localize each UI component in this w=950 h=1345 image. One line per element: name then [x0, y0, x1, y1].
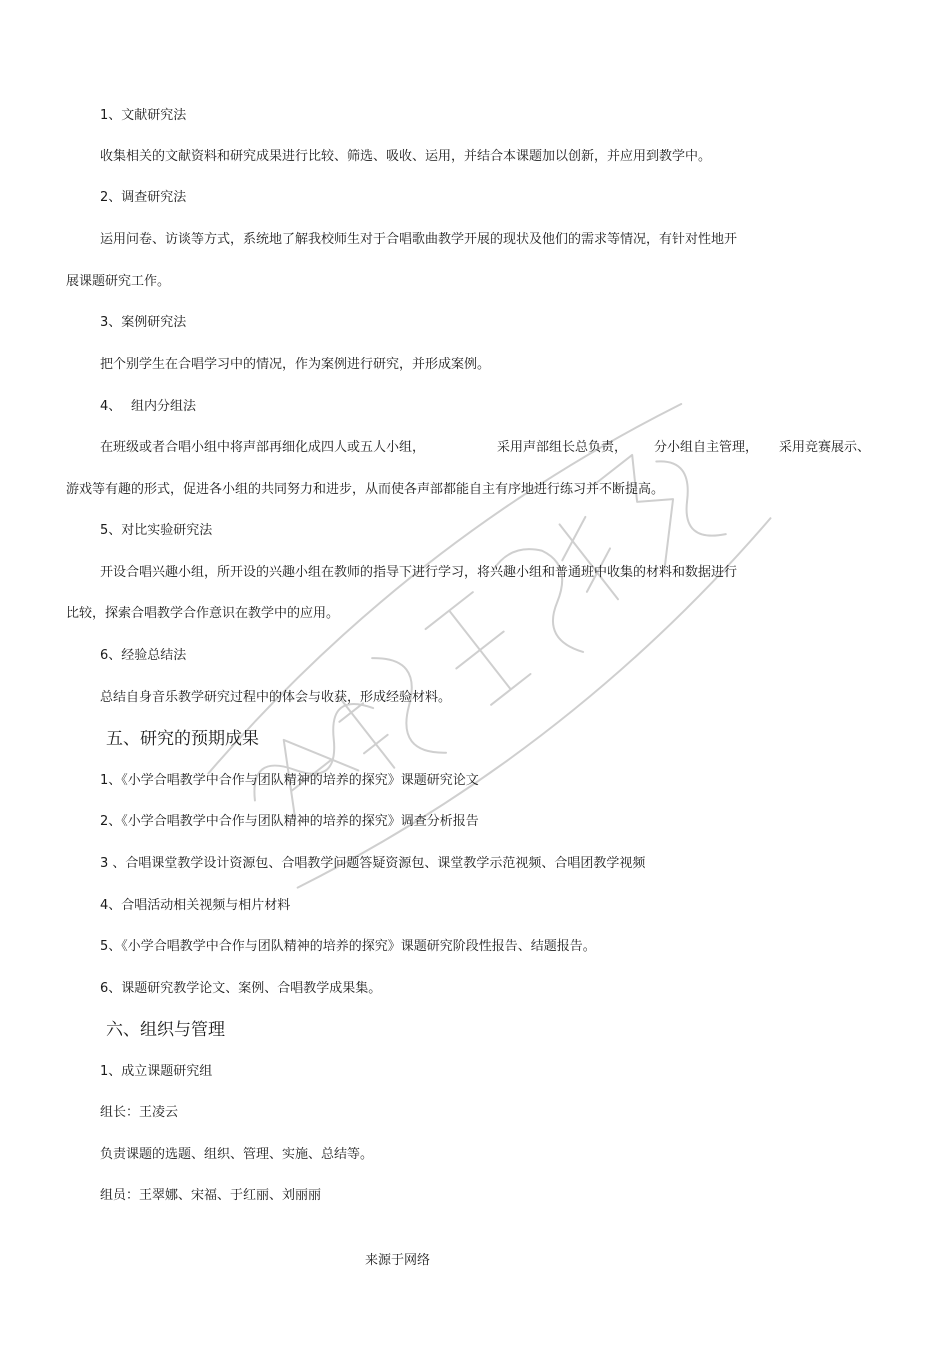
outcome-item-5: 5、《小学合唱教学中合作与团队精神的培养的探究》课题研究阶段性报告、结题报告。: [100, 939, 596, 954]
method-5-text-line2: 比较，探索合唱教学合作意识在教学中的应用。: [66, 606, 340, 621]
outcome-item-4: 4、合唱活动相关视频与相片材料: [100, 898, 291, 913]
method-4-text-part-b: 采用声部组长总负责，: [497, 440, 628, 455]
outcome-item-6: 6、课题研究教学论文、案例、合唱教学成果集。: [100, 981, 382, 996]
method-2-text-line2: 展课题研究工作。: [66, 274, 171, 289]
leader-duty: 负责课题的选题、组织、管理、实施、总结等。: [100, 1147, 374, 1162]
outcome-item-2: 2、《小学合唱教学中合作与团队精神的培养的探究》调查分析报告: [100, 814, 479, 829]
method-1-title: 1、文献研究法: [100, 108, 187, 123]
method-2-title: 2、调查研究法: [100, 190, 187, 205]
org-subheading-1: 1、成立课题研究组: [100, 1064, 213, 1079]
method-2-text-line1: 运用问卷、访谈等方式，系统地了解我校师生对于合唱歌曲教学开展的现状及他们的需求等情况，有针对性地开: [100, 232, 738, 247]
watermark-stamp: [150, 330, 810, 970]
section-6-heading: 六、组织与管理: [106, 1020, 225, 1040]
page-footer: 来源于网络: [365, 1253, 431, 1268]
method-4-text-part-d: 采用竞赛展示、: [779, 440, 871, 455]
method-6-title: 6、经验总结法: [100, 648, 187, 663]
section-5-heading: 五、研究的预期成果: [106, 729, 259, 749]
group-members: 组员：王翠娜、宋福、于红丽、刘丽丽: [100, 1188, 322, 1203]
method-1-text: 收集相关的文献资料和研究成果进行比较、筛选、吸收、运用，并结合本课题加以创新，并应用到教学中。: [100, 149, 712, 164]
method-3-title: 3、案例研究法: [100, 315, 187, 330]
method-4-text-part-a: 在班级或者合唱小组中将声部再细化成四人或五人小组，: [100, 440, 426, 455]
method-4-title: 组内分组法: [131, 399, 197, 414]
outcome-item-3: 3 、合唱课堂教学设计资源包、合唱教学问题答疑资源包、课堂教学示范视频、合唱团教学视频: [100, 856, 646, 871]
method-3-text: 把个别学生在合唱学习中的情况，作为案例进行研究，并形成案例。: [100, 357, 491, 372]
method-4-text-part-c: 分小组自主管理，: [654, 440, 759, 455]
method-5-text-line1: 开设合唱兴趣小组，所开设的兴趣小组在教师的指导下进行学习，将兴趣小组和普通班中收集的材料和数据进行: [100, 565, 738, 580]
method-5-title: 5、对比实验研究法: [100, 523, 213, 538]
method-4-number: 4、: [100, 399, 122, 414]
method-6-text: 总结自身音乐教学研究过程中的体会与收获，形成经验材料。: [100, 690, 452, 705]
group-leader: 组长：王凌云: [100, 1105, 179, 1120]
outcome-item-1: 1、《小学合唱教学中合作与团队精神的培养的探究》课题研究论文: [100, 773, 479, 788]
method-4-text-line2: 游戏等有趣的形式，促进各小组的共同努力和进步，从而使各声部都能自主有序地进行练习并不断提高。: [66, 482, 665, 497]
